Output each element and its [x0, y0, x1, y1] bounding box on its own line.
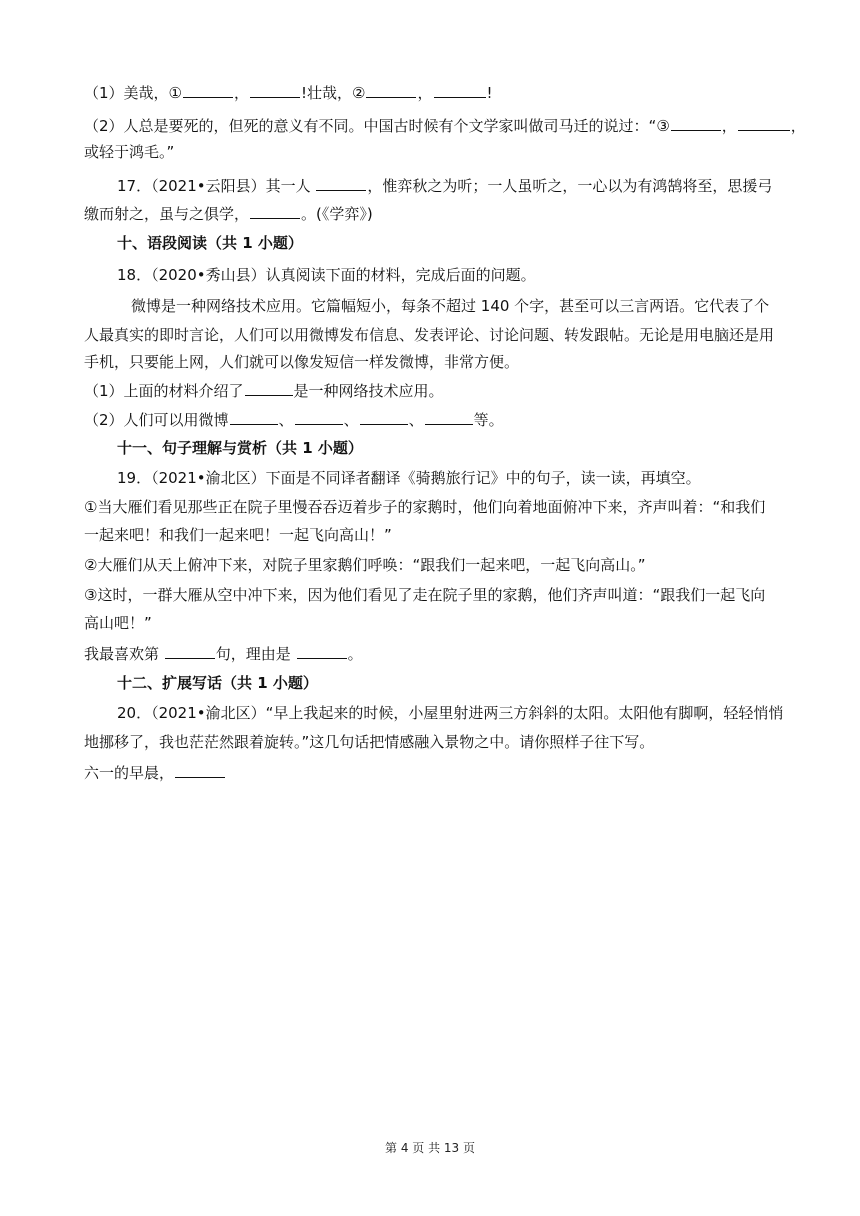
q20-line1: 20．（2021•渝北区）“早上我起来的时候，小屋里射进两三方斜斜的太阳。太阳他有脚啊，轻轻悄悄 — [117, 704, 784, 722]
blank[interactable] — [165, 643, 215, 659]
blank[interactable] — [250, 203, 300, 219]
q18-passage-line3: 手机，只要能上网，人们就可以像发短信一样发微博，非常方便。 — [84, 353, 520, 371]
q18-passage-line2: 人最真实的即时言论，人们可以用微博发布信息、发表评论、讨论问题、转发跟帖。无论是用电脑还是用 — [84, 326, 775, 344]
blank[interactable] — [434, 82, 486, 98]
q17-line1: 17．（2021•云阳县）其一人 ，惟弈秋之为听；一人虽听之，一心以为有鸿鹄将至，思援弓 — [117, 177, 773, 195]
q20-prompt: 六一的早晨， — [84, 762, 780, 783]
blank[interactable] — [295, 409, 343, 425]
blank[interactable] — [366, 82, 416, 98]
blank[interactable] — [175, 762, 225, 778]
q20-line2: 地挪移了，我也茫茫然跟着旋转。”这几句话把情感融入景物之中。请你照样子往下写。 — [84, 733, 655, 751]
q19-option2: ②大雁们从天上俯冲下来，对院子里家鹅们呼唤：“跟我们一起来吧，一起飞向高山。” — [84, 556, 646, 574]
q19-option1-line1: ①当大雁们看见那些正在院子里慢吞吞迈着步子的家鹅时，他们向着地面俯冲下来，齐声叫着：“和我们 — [84, 498, 766, 516]
section-heading: 十二、扩展写话（共 1 小题） — [117, 674, 318, 692]
section-heading: 十一、句子理解与赏析（共 1 小题） — [117, 439, 363, 457]
q19-option3-line2: 高山吧！” — [84, 614, 152, 632]
q19-answer-line: 我最喜欢第 句，理由是 。 — [84, 645, 363, 663]
blank[interactable] — [183, 82, 233, 98]
blank[interactable] — [671, 115, 721, 131]
blank[interactable] — [230, 409, 278, 425]
q18-sub1: （1）上面的材料介绍了 是一种网络技术应用。 — [84, 382, 444, 400]
q18-passage-line1: 微博是一种网络技术应用。它篇幅短小，每条不超过 140 个字，甚至可以三言两语。它代表了个 — [131, 297, 770, 315]
blank[interactable] — [425, 409, 473, 425]
blank[interactable] — [297, 643, 347, 659]
section-heading: 十、语段阅读（共 1 小题） — [117, 234, 303, 252]
blank[interactable] — [738, 115, 790, 131]
blank[interactable] — [316, 175, 366, 191]
q19-option3-line1: ③这时，一群大雁从空中冲下来，因为他们看见了走在院子里的家鹅，他们齐声叫道：“跟我们一起飞向 — [84, 586, 766, 604]
q17-line2: 缴而射之，虽与之俱学， 。(《学弈》) — [84, 205, 373, 223]
q19-intro: 19．（2021•渝北区）下面是不同译者翻译《骑鹅旅行记》中的句子，读一读，再填空。 — [117, 469, 701, 487]
blank[interactable] — [360, 409, 408, 425]
q16-line1: （1）美哉，① ， !壮哉，② ， ! — [84, 84, 493, 102]
q19-option1-line2: 一起来吧！和我们一起来吧！一起飞向高山！” — [84, 526, 392, 544]
page-footer: 第 4 页 共 13 页 — [385, 1141, 475, 1155]
q18-sub2: （2）人们可以用微博 、 、 、 等。 — [84, 411, 504, 429]
q16-line3: 或轻于鸿毛。” — [84, 143, 175, 161]
blank[interactable] — [250, 82, 300, 98]
q18-intro: 18．（2020•秀山县）认真阅读下面的材料，完成后面的问题。 — [117, 266, 536, 284]
q16-line2: （2）人总是要死的，但死的意义有不同。中国古时候有个文学家叫做司马迁的说过：“③ ， ， — [84, 117, 806, 135]
blank[interactable] — [245, 380, 293, 396]
